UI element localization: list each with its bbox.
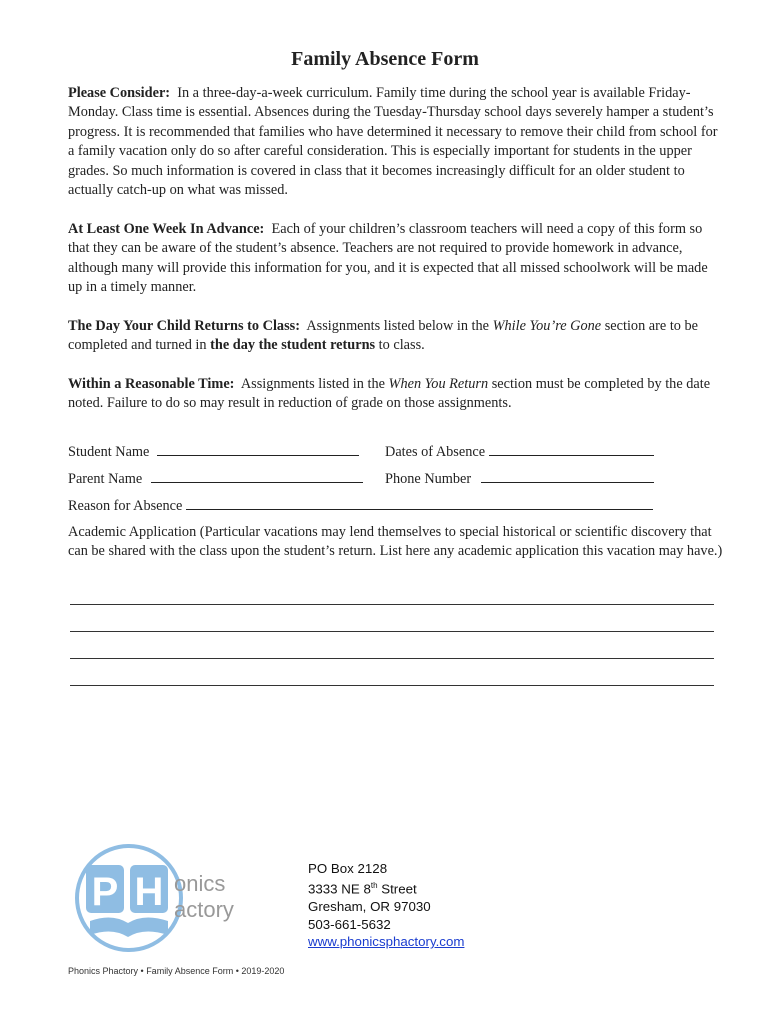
dates-of-absence-field[interactable] [385,441,654,462]
page-title: Family Absence Form [291,48,479,70]
day-student-returns-text: the day the student returns [210,337,376,354]
returns-body-1: Assignments listed below in the [306,318,490,334]
dates-of-absence-line[interactable] [489,441,654,456]
answer-line[interactable] [70,658,714,659]
returns-paragraph [68,317,723,356]
answer-line[interactable] [70,604,714,605]
logo-word-onics: onics [174,871,226,896]
reasonable-time-paragraph [68,375,723,414]
phone-number-field[interactable] [385,468,654,489]
advance-heading: At Least One Week In Advance: [68,221,265,237]
answer-line[interactable] [70,631,714,632]
when-you-return-text: When You Return [388,376,489,392]
reasonable-time-body-1: Assignments listed in the [240,376,385,392]
please-consider-paragraph [68,84,723,200]
address-block [308,860,464,950]
reasonable-time-heading: Within a Reasonable Time: [68,376,235,392]
book-icon [90,917,168,937]
logo-letter-p: P [91,870,119,914]
street-number: 3333 NE 8 [308,881,371,897]
student-name-field[interactable] [68,441,359,462]
student-name-label: Student Name [68,444,150,460]
phone-number-line[interactable] [481,468,654,483]
reason-field[interactable] [68,495,653,516]
academic-application-text: Academic Application (Particular vacations may lend themselves to special historical or scientific discovery that can be shared with the class upon the student’s return. List here any academic application this vacation may have.) [68,524,723,560]
page-footer: Phonics Phactory • Family Absence Form • 2019-2020 [68,966,285,976]
student-name-line[interactable] [157,441,359,456]
parent-name-line[interactable] [151,468,363,483]
phonics-phactory-logo [74,843,274,953]
logo-word-actory: actory [174,897,234,922]
address-phone: 503-661-5632 [308,916,391,932]
dates-of-absence-label: Dates of Absence [385,444,486,460]
returns-body-2: section are to be completed and turned in [68,318,699,354]
reason-label: Reason for Absence [68,498,183,514]
street-ordinal: th [370,881,378,891]
please-consider-heading: Please Consider: [68,85,171,101]
advance-paragraph [68,220,723,298]
logo-letter-h: H [134,870,164,914]
reason-line[interactable] [186,495,653,510]
address-street [308,877,464,898]
address-city: Gresham, OR 97030 [308,899,431,915]
phone-number-label: Phone Number [385,471,472,487]
advance-body: Each of your children’s classroom teachers will need a copy of this form so that they can be aware of the student’s absence. Teachers are not required to provide homework in advance, although many will provide this information for you, and it is expected that all missed schoolwork will be made up in a timely manner. [68,221,708,296]
please-consider-body: In a three-day-a-week curriculum. Family time during the school year is available Friday-Monday. Class time is essential. Absences during the Tuesday-Thursday school days severely hamper a student’s progress. It is recommended that families who have determined it necessary to remove their child from school for a family vacation only do so after careful consideration. This is especially important for students in the upper grades. So much information is covered in class that it becomes increasingly difficult for an older student to actually catch-up on what was missed. [68,85,718,199]
parent-name-label: Parent Name [68,471,143,487]
returns-heading: The Day Your Child Returns to Class: [68,318,300,334]
reasonable-time-body-2: section must be completed by the date noted. Failure to do so may result in reduction of grade on those assignments. [68,376,711,412]
website-link[interactable]: www.phonicsphactory.com [308,934,465,950]
while-youre-gone-text: While You’re Gone [492,318,602,334]
answer-line[interactable] [70,685,714,686]
address-po-box: PO Box 2128 [308,861,388,876]
street-name: Street [377,881,417,897]
parent-name-field[interactable] [68,468,363,489]
returns-body-3: to class. [378,337,425,354]
